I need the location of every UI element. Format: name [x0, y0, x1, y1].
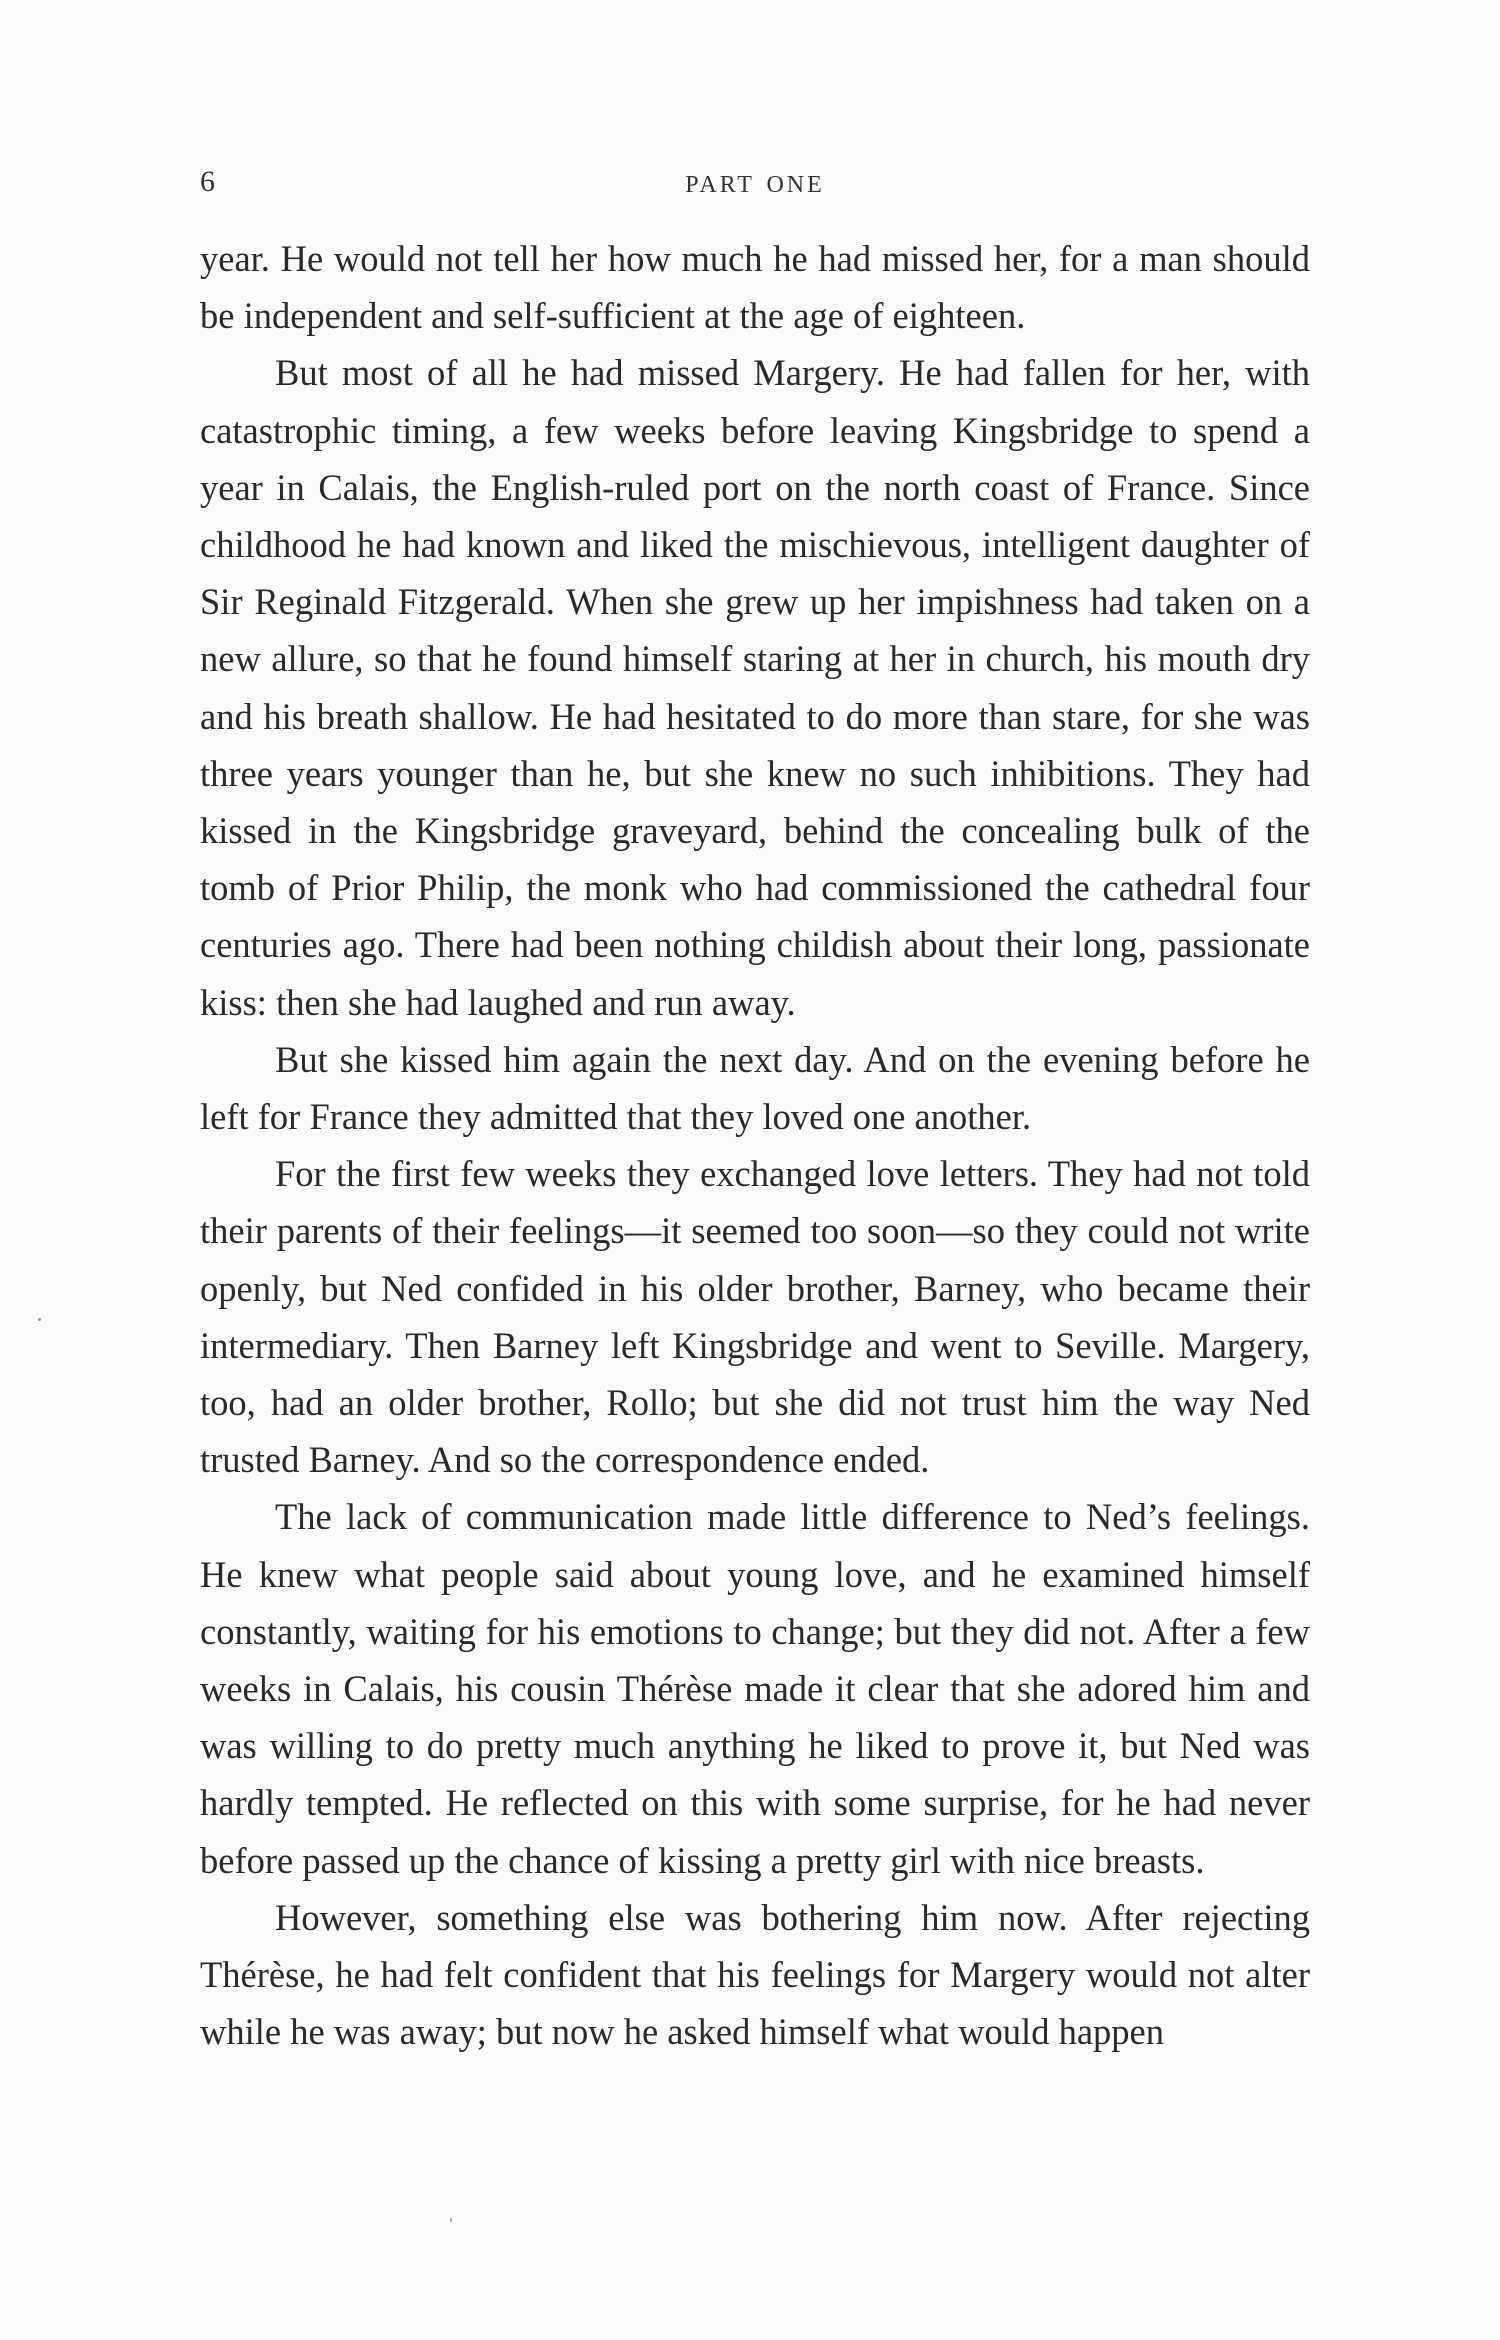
paragraph: For the first few weeks they exchanged love letters. They had not told their parents of their feelings—it seemed too soon—so they could not write openly, but Ned confided in his older brother, Barney, who became their intermediary. Then Barney left Kingsbridge and went to Seville. Margery, too, had an older brother, Rollo; but she did not trust him the way Ned trusted Barney. And so the correspondence ended. — [200, 1153, 1310, 1481]
paragraph: However, something else was bothering him now. After rejecting Thérèse, he had felt confident that his feelings for Margery would not alter while he was away; but now he asked himself what would happen — [200, 1896, 1310, 2053]
body-text — [200, 230, 1310, 2061]
paragraph: The lack of communication made little difference to Ned’s feelings. He knew what people said about young love, and he examined himself constantly, waiting for his emotions to change; but they did not. After a few weeks in Calais, his cousin Thérèse made it clear that she adored him and was willing to do pretty much anything he liked to prove it, but Ned was hardly tempted. He reflected on this with some surprise, for he had never before passed up the chance of kissing a pretty girl with nice breasts. — [200, 1496, 1310, 1881]
page-number: 6 — [200, 165, 215, 198]
page-header — [200, 158, 1310, 206]
paragraph: But she kissed him again the next day. And on the evening before he left for France they admitted that they loved one another. — [200, 1038, 1310, 1138]
paragraph: year. He would not tell her how much he had missed her, for a man should be independent and self-sufficient at the age of eighteen. — [200, 238, 1310, 337]
paper-speck — [450, 2218, 452, 2222]
paragraph: But most of all he had missed Margery. He had fallen for her, with catastrophic timing, a few weeks before leaving Kingsbridge to spend a year in Calais, the English-ruled port on the north coast of France. Since childhood he had known and liked the mischievous, intelligent daughter of Sir Reginald Fitzgerald. When she grew up her impishness had taken on a new allure, so that he found himself staring at her in church, his mouth dry and his breath shallow. He had hesitated to do more than stare, for she was three years younger than he, but she knew no such inhibitions. They had kissed in the Kingsbridge graveyard, behind the concealing bulk of the tomb of Prior Philip, the monk who had commissioned the cathedral four centuries ago. There had been nothing childish about their long, passionate kiss: then she had laughed and run away. — [200, 352, 1310, 1023]
running-head: part one — [685, 163, 825, 200]
paper-speck — [38, 1318, 41, 1321]
